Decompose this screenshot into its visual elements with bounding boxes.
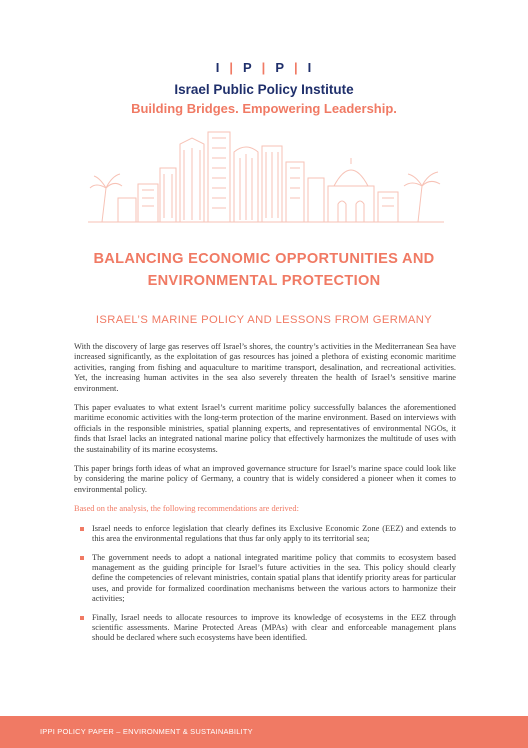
logo-separator: | [293,60,299,75]
list-item: Israel needs to enforce legislation that clearly defines its Exclusive Economic Zone (EEZ) and extends to this area the environmental regulations that thus far only apply to its territorial sea; [92,523,456,544]
paragraph: This paper brings forth ideas of what an improved governance structure for Israel’s marine space could look like by considering the marine policy of Germany, a country that is widely considered a pioneer when it comes to environmental policy. [74,464,456,494]
list-item: The government needs to adopt a national integrated maritime policy that commits to ecosystem based management as the guiding principle for Israel’s future activities in the sea. This policy should clearly define the competencies of relevant ministries, contain spatial plans that identify priority areas for particular uses, and provide for formalized coordination mechanisms between the various actors to harmonize their activities; [92,552,456,604]
tagline: Building Bridges. Empowering Leadership. [131,101,397,116]
footer-bar [0,716,528,748]
recommendations-list [74,524,456,644]
logo-separator: | [261,60,267,75]
institute-name: Israel Public Policy Institute [174,82,354,97]
logo-letter-3: P [275,60,285,75]
city-skyline-icon [88,128,444,224]
footer-text: IPPI POLICY PAPER – ENVIRONMENT & SUSTAINABILITY [40,727,253,736]
logo-letter-1: I [215,60,221,75]
title-line-1: BALANCING ECONOMIC OPPORTUNITIES AND [93,251,435,267]
title-line-2: ENVIRONMENTAL PROTECTION [147,273,381,289]
paper-subtitle: ISRAEL’S MARINE POLICY AND LESSONS FROM GERMANY [95,314,433,326]
ippi-logo [0,60,528,75]
paragraph: This paper evaluates to what extent Israel’s current maritime policy successfully balances the aforementioned maritime economic activities with the long-term protection of the marine environment. Based on interviews with officials in the responsible ministries, spatial planning experts, and representatives of environmental NGOs, it finds that Israel lacks an integrated national marine policy that effectively harmonizes the multitude of uses with the sustainability of its marine ecosystems. [74,403,456,454]
recommendations-heading: Based on the analysis, the following recommendations are derived: [74,504,299,514]
list-item: Finally, Israel needs to allocate resources to improve its knowledge of ecosystems in the EEZ through scientific assessments. Marine Protected Areas (MPAs) with clear and enforceable management plans should be declared where such ecosystems have been identified. [92,612,456,643]
paper-title [40,248,488,292]
logo-letter-2: P [243,60,253,75]
paper-body [74,342,456,652]
logo-separator: | [229,60,234,75]
logo-letter-4: I [307,60,313,75]
paragraph: With the discovery of large gas reserves off Israel’s shores, the country’s activities in the Mediterranean Sea have increased significantly, as the exploitation of gas resources has joined a plethora of existing economic maritime activities, ranging from fishing and aquaculture to maritime transport, desalination, and recreational activities. Yet, the increasing human activites in the sea also severely threaten the health of Israel’s sensitive marine environment. [74,342,456,393]
